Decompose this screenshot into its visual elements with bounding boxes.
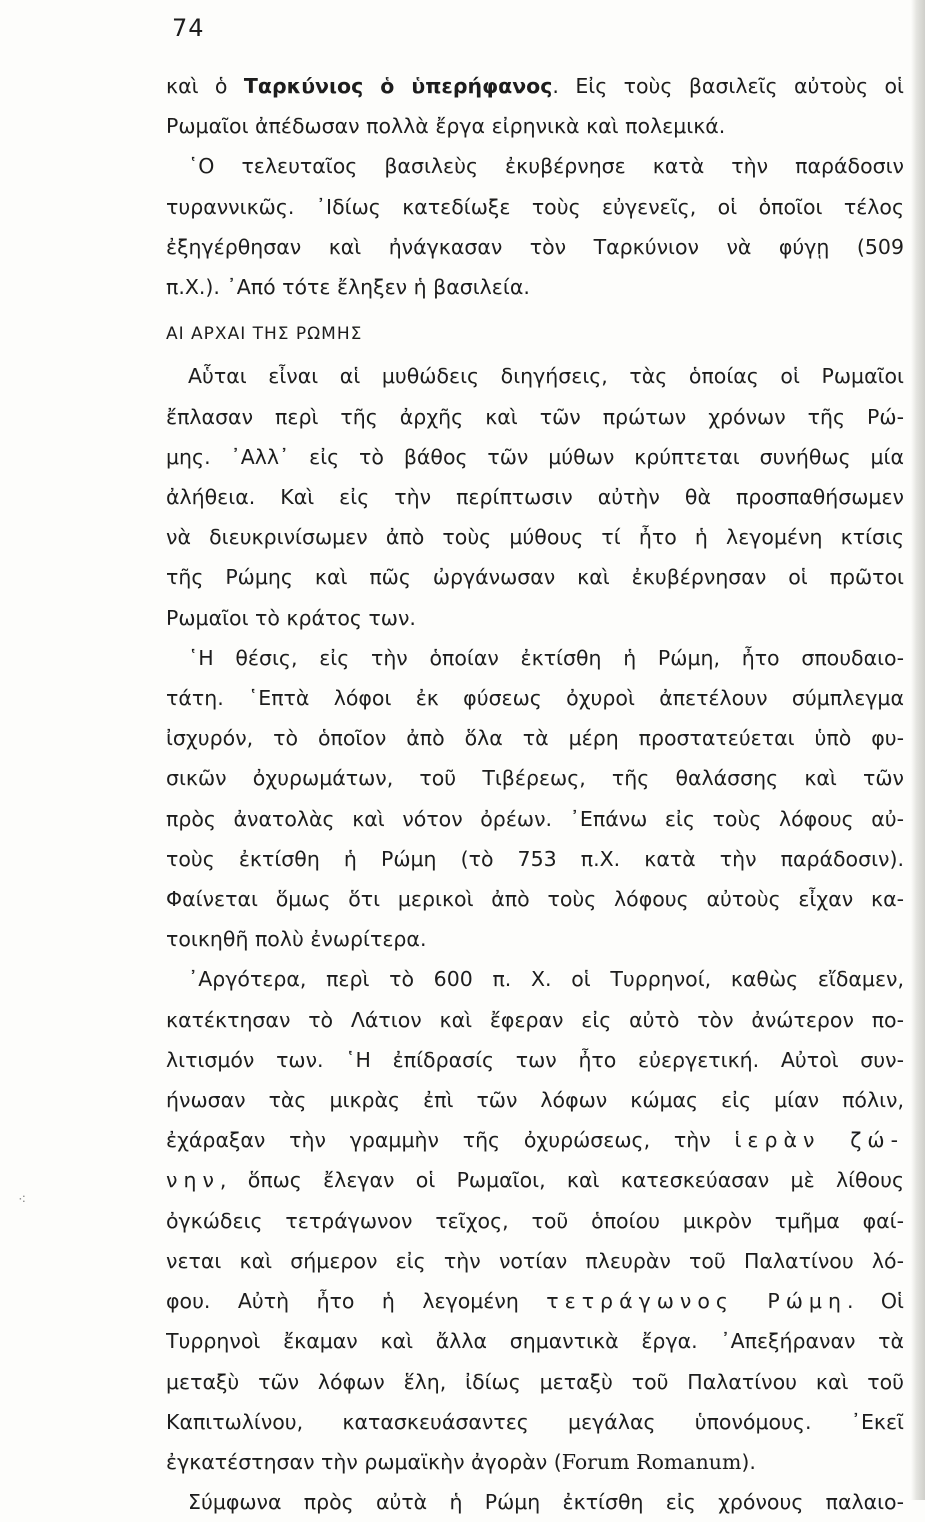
- paragraph-4-line-3: ἰσχυρόν, τὸ ὁποῖον ἀπὸ ὅλα τὰ μέρη προστατεύεται ὑπὸ φυ-: [166, 726, 904, 751]
- latin-term-forum-romanum: Forum Romanum: [561, 1449, 742, 1474]
- paragraph-1-line-2: Ρωμαῖοι ἀπέδωσαν πολλὰ ἔργα εἰρηνικὰ καὶ πολεμικά.: [166, 114, 726, 139]
- paragraph-1-line-1: καὶ ὁ Ταρκύνιος ὁ ὑπερήφανος. Εἰς τοὺς βασιλεῖς αὐτοὺς οἱ: [166, 74, 904, 98]
- paragraph-2-line-4: π.Χ.). ᾿Από τότε ἔληξεν ἡ βασιλεία.: [166, 275, 530, 300]
- paragraph-5-line-8: νεται καὶ σήμερον εἰς τὴν νοτίαν πλευρὰν τοῦ Παλατίνου λό-: [166, 1248, 904, 1273]
- paragraph-4-line-7: Φαίνεται ὅμως ὅτι μερικοὶ ἀπὸ τοὺς λόφους αὐτοὺς εἶχαν κα-: [166, 887, 904, 912]
- paragraph-5-line-1: ᾿Αργότερα, περὶ τὸ 600 π. Χ. οἱ Τυρρηνοί, καθὼς εἴδαμεν,: [188, 967, 904, 992]
- paragraph-3-line-5: νὰ διευκρινίσωμεν ἀπὸ τοὺς μύθους τί ἦτο ἡ λεγομένη κτίσις: [166, 525, 904, 550]
- paragraph-5-line-12: Καπιτωλίνου, κατασκευάσαντες μεγάλας ὑπονόμους. ᾿Εκεῖ: [166, 1409, 904, 1434]
- page-edge-shadow: [911, 0, 925, 1500]
- paragraph-3-line-6: τῆς Ρώμης καὶ πῶς ὠργάνωσαν καὶ ἐκυβέρνησαν οἱ πρῶτοι: [166, 565, 904, 590]
- paragraph-5-line-3: λιτισμόν των. ῾Η ἐπίδρασίς των ἦτο εὐεργετική. Αὐτοὶ συν-: [166, 1047, 904, 1072]
- paragraph-4-line-6: τοὺς ἐκτίσθη ἡ Ρώμη (τὸ 753 π.Χ. κατὰ τὴν παράδοσιν).: [166, 846, 904, 871]
- paragraph-4-line-5: πρὸς ἀνατολὰς καὶ νότον ὀρέων. ᾿Επάνω εἰς τοὺς λόφους αὐ-: [166, 806, 904, 831]
- spaced-term-square-rome: τετράγωνος Ρώμη: [546, 1289, 847, 1314]
- paragraph-2-line-1: ῾Ο τελευταῖος βασιλεὺς ἐκυβέρνησε κατὰ τὴν παράδοσιν: [188, 154, 904, 179]
- section-heading: ΑΙ ΑΡΧΑΙ ΤΗΣ ΡΩΜΗΣ: [166, 324, 363, 345]
- body-text: [166, 66, 904, 1522]
- paragraph-5-line-10: Τυρρηνοὶ ἔκαμαν καὶ ἄλλα σημαντικὰ ἔργα. ᾿Απεξήραναν τὰ: [166, 1329, 904, 1354]
- paragraph-3-line-7: Ρωμαῖοι τὸ κράτος των.: [166, 605, 416, 630]
- paragraph-3-line-2: ἔπλασαν περὶ τῆς ἀρχῆς καὶ τῶν πρώτων χρόνων τῆς Ρώ-: [166, 404, 904, 429]
- paragraph-5-line-4: ήνωσαν τὰς μικρὰς ἐπὶ τῶν λόφων κώμας εἰς μίαν πόλιν,: [166, 1088, 904, 1113]
- paragraph-4-line-4: σικῶν ὀχυρωμάτων, τοῦ Τιβέρεως, τῆς θαλάσσης καὶ τῶν: [166, 766, 904, 791]
- spaced-term-zone-end: νην: [166, 1168, 220, 1193]
- paragraph-2-line-2: τυραννικῶς. ᾿Ιδίως κατεδίωξε τοὺς εὐγενεῖς, οἱ ὁποῖοι τέλος: [166, 194, 904, 219]
- paragraph-3-line-1: Αὗται εἶναι αἱ μυθώδεις διηγήσεις, τὰς ὁποίας οἱ Ρωμαῖοι: [188, 364, 904, 389]
- paragraph-4-line-1: ῾Η θέσις, εἰς τὴν ὁποίαν ἐκτίσθη ἡ Ρώμη, ἦτο σπουδαιο-: [188, 645, 904, 670]
- paragraph-5-line-2: κατέκτησαν τὸ Λάτιον καὶ ἔφεραν εἰς αὐτὸ τὸν ἀνώτερον πο-: [166, 1007, 904, 1032]
- margin-smudge-icon: ⁖: [18, 1192, 27, 1208]
- paragraph-6-line-1: Σύμφωνα πρὸς αὐτὰ ἡ Ρώμη ἐκτίσθη εἰς χρόνους παλαιο-: [188, 1490, 904, 1515]
- paragraph-3-line-3: μης. ᾿Αλλ᾿ εἰς τὸ βάθος τῶν μύθων κρύπτεται συνήθως μία: [166, 444, 904, 469]
- tarquinius-name: Ταρκύνιος ὁ ὑπερήφανος: [243, 74, 553, 98]
- paragraph-4-line-8: τοικηθῆ πολὺ ἐνωρίτερα.: [166, 927, 427, 952]
- paragraph-2-line-3: ἐξηγέρθησαν καὶ ἠνάγκασαν τὸν Ταρκύνιον νὰ φύγῃ (509: [166, 234, 904, 259]
- paragraph-5-line-11: μεταξὺ τῶν λόφων ἕλη, ἰδίως μεταξὺ τοῦ Παλατίνου καὶ τοῦ: [166, 1369, 904, 1394]
- paragraph-5-line-13: ἐγκατέστησαν τὴν ρωμαϊκὴν ἀγορὰν (Forum Romanum).: [166, 1449, 756, 1474]
- page-number: 74: [172, 14, 205, 42]
- spaced-term-sacred-zone: ἱερὰν ζώ-: [734, 1128, 904, 1153]
- paragraph-5-line-9: φου. Αὐτὴ ἦτο ἡ λεγομένη τετράγωνος Ρώμη. Οἱ: [166, 1289, 904, 1314]
- paragraph-5-line-5: ἐχάραξαν τὴν γραμμὴν τῆς ὀχυρώσεως, τὴν ἱερὰν ζώ-: [166, 1128, 904, 1153]
- paragraph-5-line-6: νην, ὅπως ἔλεγαν οἱ Ρωμαῖοι, καὶ κατεσκεύασαν μὲ λίθους: [166, 1168, 904, 1193]
- paragraph-3-line-4: ἀλήθεια. Καὶ εἰς τὴν περίπτωσιν αὐτὴν θὰ προσπαθήσωμεν: [166, 485, 904, 510]
- paragraph-4-line-2: τάτη. ῾Επτὰ λόφοι ἐκ φύσεως ὀχυροὶ ἀπετέλουν σύμπλεγμα: [166, 686, 904, 711]
- paragraph-5-line-7: ὀγκώδεις τετράγωνον τεῖχος, τοῦ ὁποίου μικρὸν τμῆμα φαί-: [166, 1208, 904, 1233]
